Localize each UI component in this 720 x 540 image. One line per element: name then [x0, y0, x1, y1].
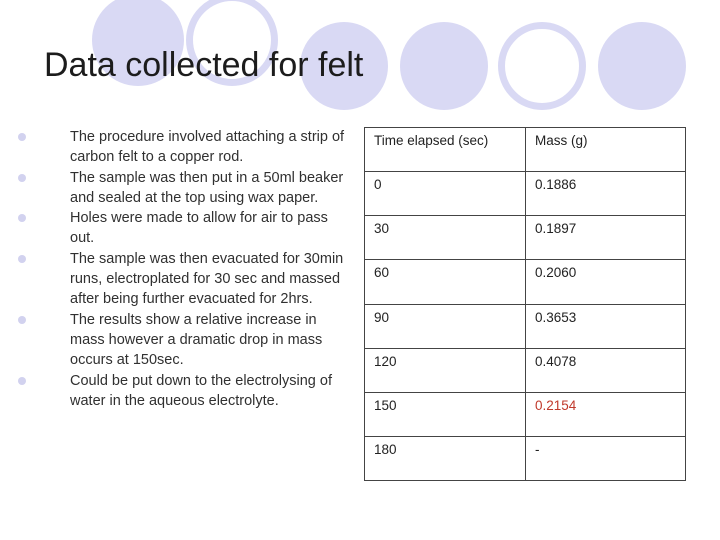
- cell-time: 0: [365, 172, 526, 216]
- decorative-circle: [400, 22, 488, 110]
- bullet-item: [18, 127, 348, 168]
- cell-time: 150: [365, 392, 526, 436]
- bullet-item: [18, 371, 348, 412]
- bullet-list: [18, 127, 348, 411]
- bullet-dot-icon: [18, 255, 26, 263]
- table-row: [365, 172, 686, 216]
- data-table: [364, 127, 686, 481]
- table-row: [365, 392, 686, 436]
- bullet-item: [18, 208, 348, 249]
- bullet-text: Holes were made to allow for air to pass out.: [70, 210, 328, 247]
- bullet-dot-icon: [18, 214, 26, 222]
- bullet-text: The procedure involved attaching a strip of carbon felt to a copper rod.: [70, 129, 345, 166]
- cell-mass: 0.4078: [526, 348, 686, 392]
- bullet-item: [18, 168, 348, 209]
- cell-time: 30: [365, 216, 526, 260]
- bullet-text: Could be put down to the electrolysing of water in the aqueous electrolyte.: [70, 372, 332, 409]
- bullet-dot-icon: [18, 316, 26, 324]
- bullet-dot-icon: [18, 133, 26, 141]
- cell-mass: 0.3653: [526, 304, 686, 348]
- table-row: [365, 216, 686, 260]
- cell-mass: 0.1886: [526, 172, 686, 216]
- decorative-circle: [598, 22, 686, 110]
- bullet-dot-icon: [18, 174, 26, 182]
- table-row: [365, 260, 686, 304]
- table-header-row: [365, 128, 686, 172]
- cell-mass-highlighted: 0.2154: [526, 392, 686, 436]
- bullet-text: The sample was then evacuated for 30min runs, electroplated for 30 sec and massed after being further evacuated for 2hrs.: [70, 250, 344, 308]
- slide-title: Data collected for felt: [44, 46, 364, 84]
- table-row: [365, 348, 686, 392]
- cell-mass: -: [526, 436, 686, 480]
- bullet-text: The results show a relative increase in mass however a dramatic drop in mass occurs at 150sec.: [70, 311, 323, 369]
- bullet-item: [18, 249, 348, 310]
- cell-time: 120: [365, 348, 526, 392]
- header-time: Time elapsed (sec): [365, 128, 526, 172]
- cell-mass: 0.2060: [526, 260, 686, 304]
- bullet-item: [18, 310, 348, 371]
- cell-time: 180: [365, 436, 526, 480]
- cell-mass: 0.1897: [526, 216, 686, 260]
- header-mass: Mass (g): [526, 128, 686, 172]
- table-row: [365, 436, 686, 480]
- bullet-text: The sample was then put in a 50ml beaker and sealed at the top using wax paper.: [70, 169, 344, 206]
- bullet-dot-icon: [18, 377, 26, 385]
- decorative-ring: [498, 22, 586, 110]
- cell-time: 90: [365, 304, 526, 348]
- table-row: [365, 304, 686, 348]
- cell-time: 60: [365, 260, 526, 304]
